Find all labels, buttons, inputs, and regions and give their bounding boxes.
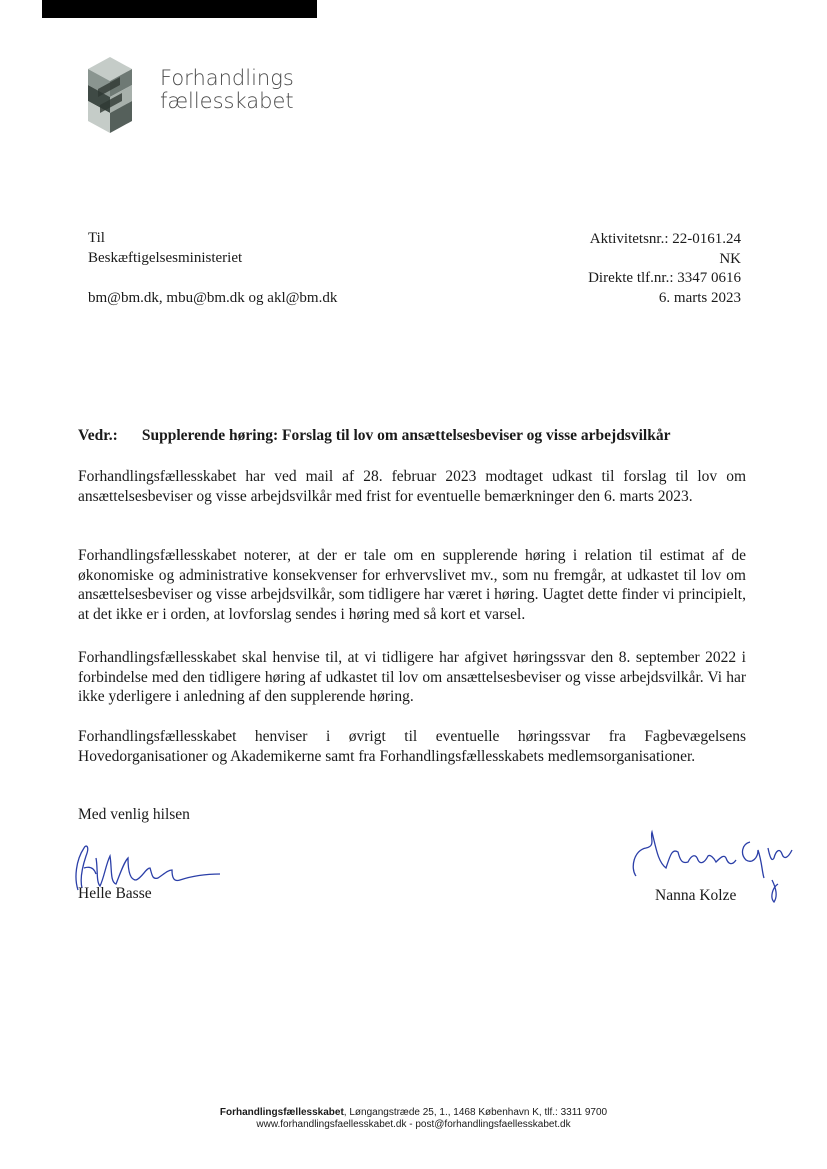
signatory-left: Helle Basse <box>78 885 152 902</box>
footer-line-1 <box>0 1107 827 1119</box>
footer-org: Forhandlingsfællesskabet <box>219 1107 344 1118</box>
recipient-block <box>88 228 337 308</box>
recipient-label: Til <box>88 230 105 246</box>
body-paragraph-2: Forhandlingsfællesskabet noterer, at der er tale om en supplerende høring i relation til estimat af de økonomiske og administrative konsekvenser for erhvervslivet mv., som nu fremgår, at udkastet til lov om ansættelsesbeviser og visse arbejdsvilkår, som tidligere har været i høring. Uagtet dette finder vi principielt, at det ikke er i orden, at lovforslag sendes i høring med så kort et varsel. <box>78 547 746 623</box>
footer <box>0 1107 827 1131</box>
footer-line-2: www.forhandlingsfaellesskabet.dk - post@forhandlingsfaellesskabet.dk <box>256 1119 571 1130</box>
activity-number: Aktivitetsnr.: 22-0161.24 <box>589 231 741 247</box>
subject-text: Supplerende høring: Forslag til lov om ansættelsesbeviser og visse arbejdsvilkår <box>141 427 671 444</box>
redaction-bar <box>42 0 317 18</box>
reference-block <box>588 230 741 308</box>
logo <box>80 55 320 137</box>
letter-date: 6. marts 2023 <box>658 289 741 306</box>
body-paragraph-4: Forhandlingsfællesskabet henviser i øvrigt til eventuelle høringssvar fra Fagbevægelsens Hovedorganisationer og Akademikerne samt fra Forhandlingsfællesskabets medlemsorganisationer. <box>78 728 746 765</box>
subject-prefix: Vedr.: <box>78 427 118 444</box>
subject-line <box>78 427 670 445</box>
recipient-emails: bm@bm.dk, mbu@bm.dk og akl@bm.dk <box>88 290 338 306</box>
logo-mark-icon <box>80 55 140 137</box>
body-paragraph-3: Forhandlingsfællesskabet skal henvise til, at vi tidligere har afgivet høringssvar den 8. september 2022 i forbindelse med den tidligere høring af udkastet til lov om ansættelsesbeviser og visse arbejdsvilkår. Vi har ikke yderligere i anledning af den supplerende høring. <box>78 649 746 705</box>
body-paragraph-1: Forhandlingsfællesskabet har ved mail af 28. februar 2023 modtaget udkast til forslag til lov om ansættelsesbeviser og visse arbejdsvilkår med frist for eventuelle bemærkninger den 6. marts 2023. <box>78 468 746 505</box>
footer-address: , Løngangstræde 25, 1., 1468 København K, tlf.: 3311 9700 <box>343 1107 608 1118</box>
recipient-name: Beskæftigelsesministeriet <box>88 250 243 266</box>
closing: Med venlig hilsen <box>78 806 190 823</box>
signatory-right: Nanna Kolze <box>655 887 737 904</box>
logo-line-2: fællesskabet <box>160 89 294 113</box>
initials: NK <box>719 250 741 267</box>
logo-line-1: Forhandlings <box>160 66 294 90</box>
direct-phone: Direkte tlf.nr.: 3347 0616 <box>588 270 741 286</box>
